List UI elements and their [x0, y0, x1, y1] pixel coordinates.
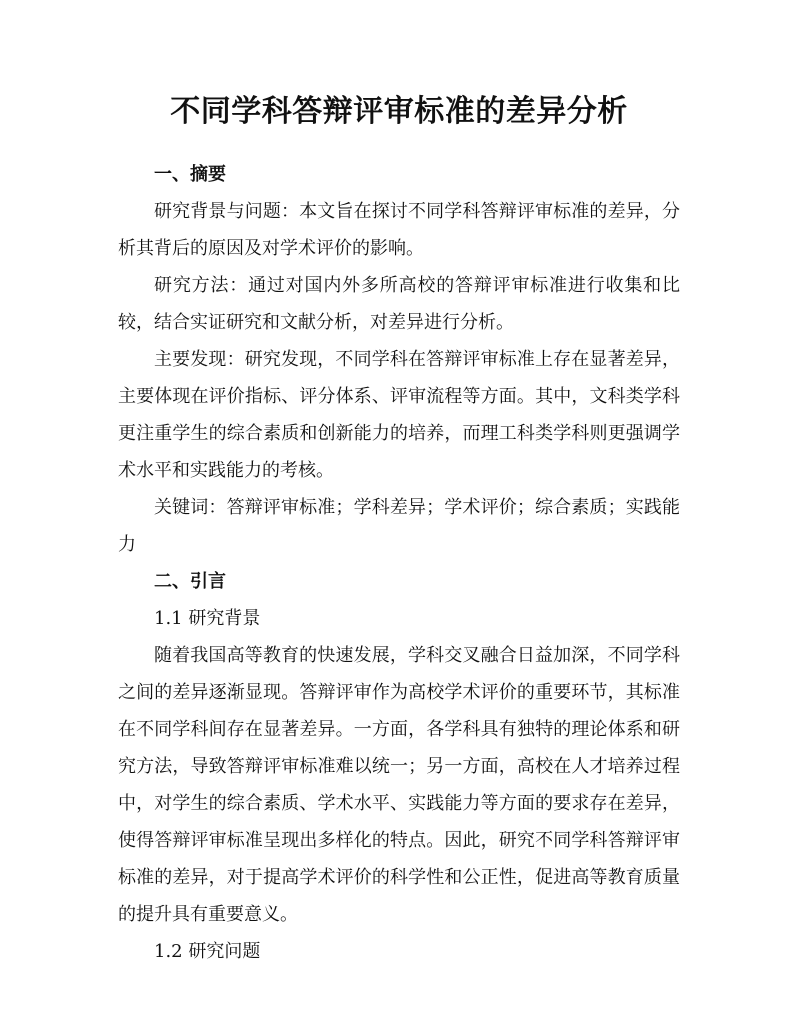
abstract-section: [118, 156, 680, 563]
introduction-heading: 二、引言: [154, 571, 226, 592]
abstract-findings-paragraph: 主要发现：研究发现，不同学科在答辩评审标准上存在显著差异，主要体现在评价指标、评分体系、评审流程等方面。其中，文科类学科更注重学生的综合素质和创新能力的培养，而理工科类学科则更强调学术水平和实践能力的考核。: [118, 349, 680, 481]
abstract-heading: 一、摘要: [154, 164, 226, 185]
document-body: [118, 90, 680, 970]
abstract-background-paragraph: 研究背景与问题：本文旨在探讨不同学科答辩评审标准的差异，分析其背后的原因及对学术评价的影响。: [118, 201, 680, 259]
research-background-paragraph: 随着我国高等教育的快速发展，学科交叉融合日益加深，不同学科之间的差异逐渐显现。答辩评审作为高校学术评价的重要环节，其标准在不同学科间存在显著差异。一方面，各学科具有独特的理论体系和研究方法，导致答辩评审标准难以统一；另一方面，高校在人才培养过程中，对学生的综合素质、学术水平、实践能力等方面的要求存在差异，使得答辩评审标准呈现出多样化的特点。因此，研究不同学科答辩评审标准的差异，对于提高学术评价的科学性和公正性，促进高等教育质量的提升具有重要意义。: [118, 645, 680, 925]
document-title: 不同学科答辩评审标准的差异分析: [170, 94, 628, 129]
abstract-methods-paragraph: 研究方法：通过对国内外多所高校的答辩评审标准进行收集和比较，结合实证研究和文献分析，对差异进行分析。: [118, 275, 680, 333]
abstract-keywords-paragraph: 关键词：答辩评审标准；学科差异；学术评价；综合素质；实践能力: [118, 497, 680, 555]
research-background-heading: 1.1 研究背景: [154, 608, 261, 629]
introduction-section: [118, 563, 680, 970]
research-question-heading: 1.2 研究问题: [154, 941, 261, 962]
